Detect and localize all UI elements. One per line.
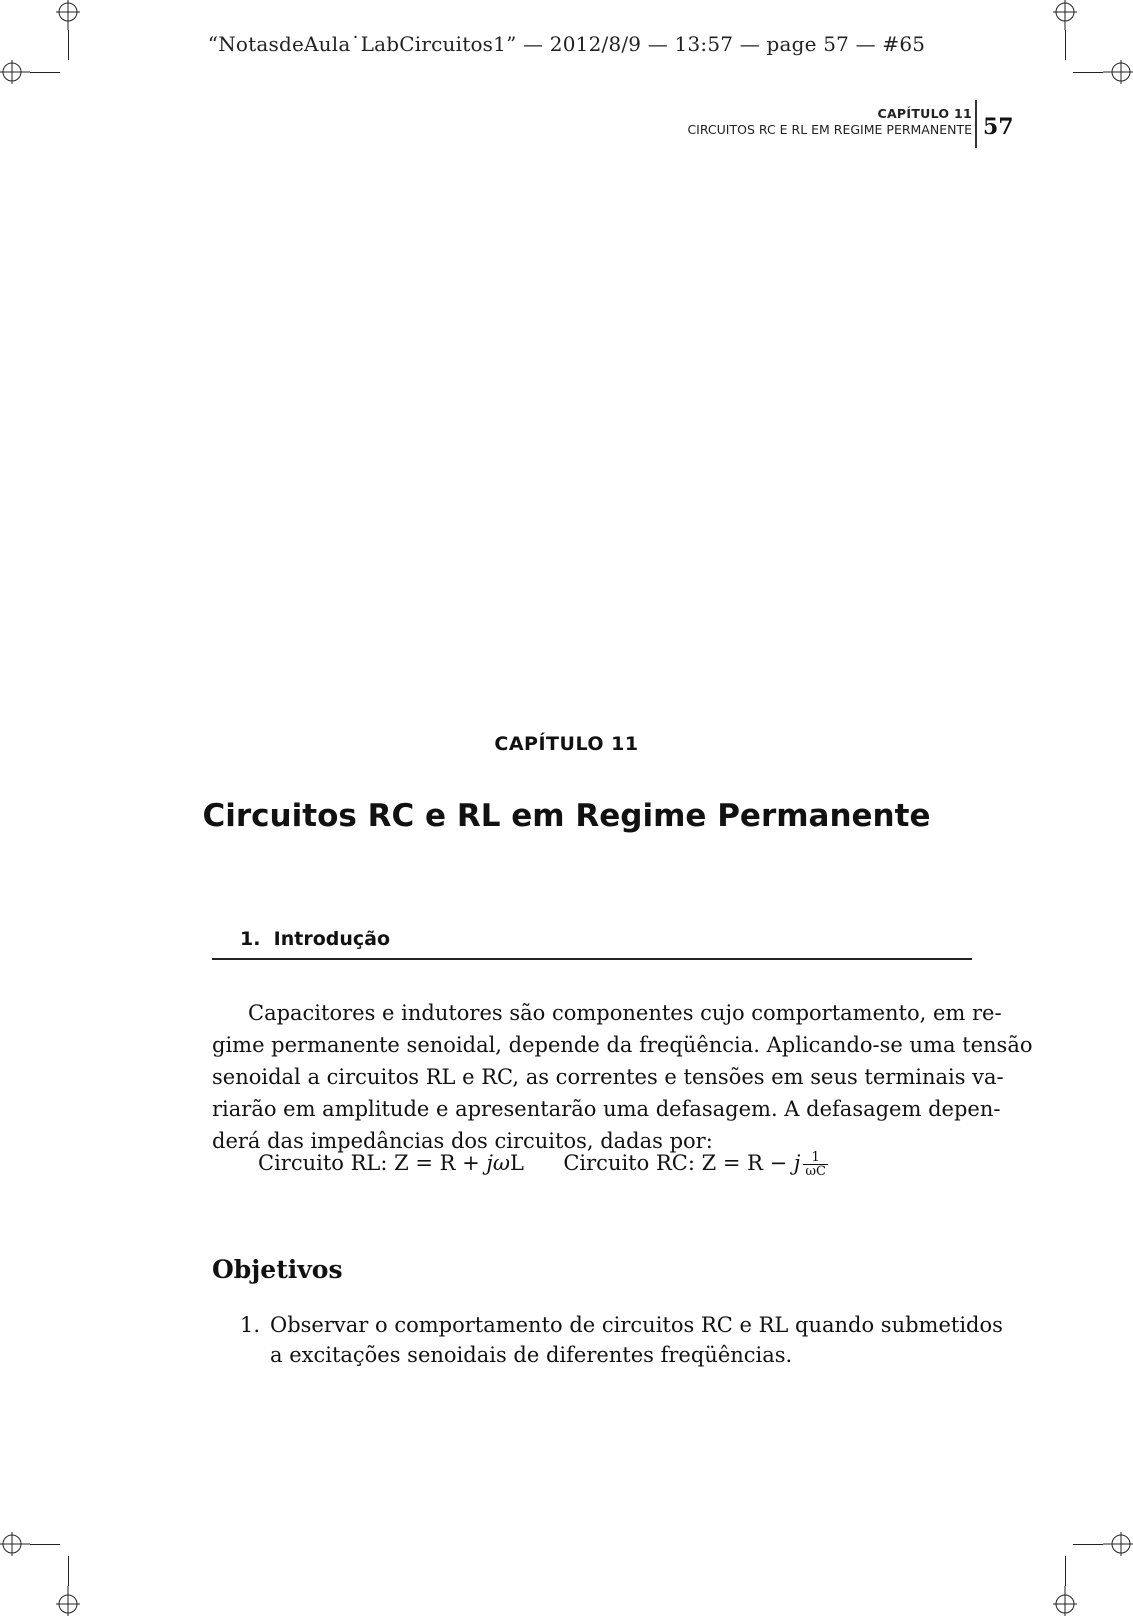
running-head (687, 106, 972, 138)
crop-mark-bottom-right (1050, 1586, 1080, 1616)
paragraph-line: senoidal a circuitos RL e RC, as correntes e tensões em seus terminais va- (212, 1065, 1004, 1089)
chapter-title: Circuitos RC e RL em Regime Permanente (202, 798, 931, 834)
rl-formula (258, 1151, 524, 1175)
header-divider (975, 100, 977, 148)
rc-fraction (803, 1151, 828, 1178)
crop-line (1073, 72, 1103, 73)
rl-expr: jω (486, 1151, 511, 1175)
crop-line (1065, 1556, 1066, 1586)
paragraph-line: gime permanente senoidal, depende da freqüência. Aplicando-se uma tensão (212, 1033, 1033, 1057)
list-item-line: a excitações senoidais de diferentes freqüências. (270, 1343, 793, 1367)
list-item (240, 1310, 1003, 1370)
rc-label: Circuito RC: Z = R − (563, 1151, 794, 1175)
crop-mark-top-right (1050, 0, 1080, 30)
crop-mark-bottom-left (53, 1586, 83, 1616)
paragraph-line: riarão em amplitude e apresentarão uma defasagem. A defasagem depen- (212, 1097, 1001, 1121)
draft-header: “NotasdeAula˙LabCircuitos1” — 2012/8/9 — 13:57 — page 57 — #65 (207, 32, 926, 56)
objectives-heading: Objetivos (212, 1255, 343, 1284)
crop-line (68, 1556, 69, 1586)
impedance-formulas (258, 1151, 828, 1178)
crop-mark-left-top (0, 57, 30, 87)
section-heading: 1. Introdução (240, 928, 391, 950)
crop-mark-right-bottom (1103, 1529, 1133, 1559)
objectives-list (240, 1310, 1003, 1370)
list-item-text (270, 1310, 1003, 1370)
crop-line (30, 72, 60, 73)
rc-numerator: 1 (803, 1151, 828, 1165)
intro-paragraph (212, 997, 1033, 1157)
list-item-line: Observar o comportamento de circuitos RC e RL quando submetidos (270, 1313, 1003, 1337)
crop-mark-right-top (1103, 57, 1133, 87)
list-item-number: 1. (240, 1313, 261, 1337)
rc-denominator: ωC (805, 1164, 826, 1179)
paragraph-line: Capacitores e indutores são componentes cujo comportamento, em re- (248, 1001, 1002, 1025)
section-rule (212, 958, 972, 960)
paragraph-line: derá das impedâncias dos circuitos, dadas por: (212, 1129, 713, 1153)
crop-mark-top-left (53, 0, 83, 30)
crop-line (30, 1544, 60, 1545)
rc-j: j (793, 1151, 801, 1175)
crop-mark-left-bottom (0, 1529, 30, 1559)
rl-tail: L (510, 1151, 524, 1175)
page-number: 57 (983, 114, 1014, 140)
crop-line (1073, 1544, 1103, 1545)
running-title: CIRCUITOS RC E RL EM REGIME PERMANENTE (687, 122, 972, 137)
rl-label: Circuito RL: Z = R + (258, 1151, 487, 1175)
chapter-label: CAPÍTULO 11 (494, 733, 639, 755)
running-chapter: CAPÍTULO 11 (877, 106, 972, 121)
rc-formula (563, 1150, 828, 1179)
